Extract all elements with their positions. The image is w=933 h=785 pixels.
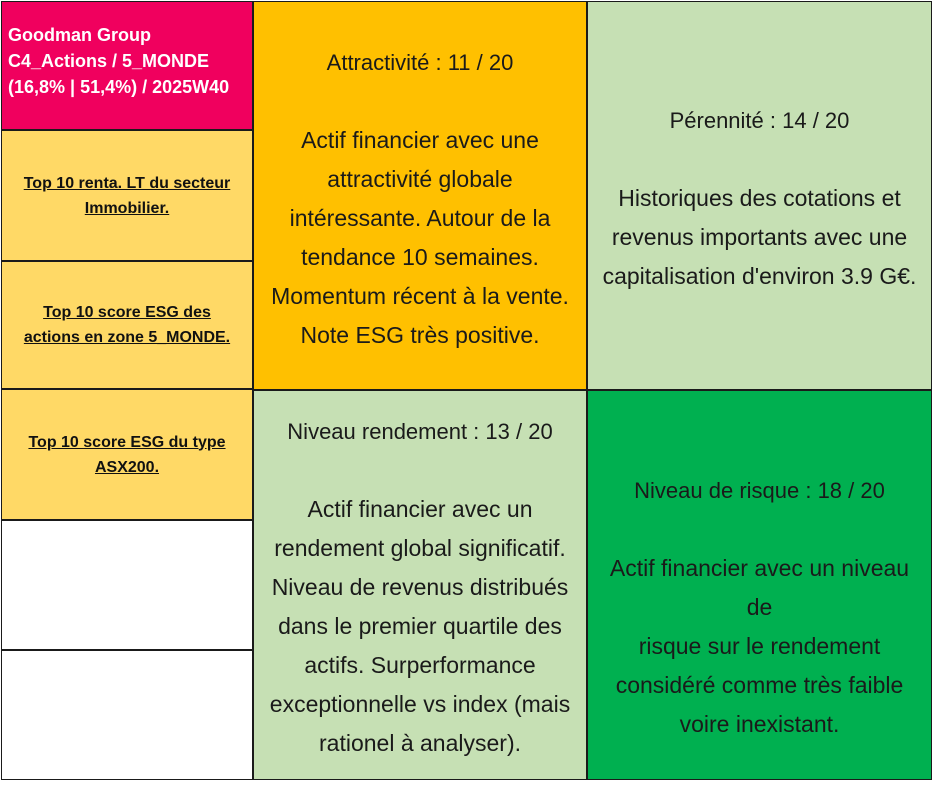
risque-panel (587, 390, 932, 780)
attractivite-line: Note ESG très positive. (300, 322, 540, 348)
rendement-line: exceptionnelle vs index (mais (269, 691, 571, 717)
tag-top10-esg-zone-line2: actions en zone 5_MONDE. (23, 329, 231, 346)
empty-cell (1, 650, 253, 780)
risque-title: Niveau de risque : 18 / 20 (634, 478, 885, 503)
perennite-line: Historiques des cotations et (618, 185, 901, 211)
rendement-line: actifs. Surperformance (304, 652, 536, 678)
rendement-line: rationel à analyser). (319, 730, 521, 756)
tag-top10-renta-line2: Immobilier. (84, 199, 170, 217)
asset-stats-week: (16,8% | 51,4%) / 2025W40 (8, 77, 230, 97)
tag-top10-renta (1, 130, 253, 261)
attractivite-line: attractivité globale (327, 166, 513, 192)
perennite-title: Pérennité : 14 / 20 (669, 108, 850, 133)
empty-cell (1, 520, 253, 650)
tag-top10-esg-type (1, 389, 253, 520)
rendement-line: Niveau de revenus distribués (271, 574, 569, 600)
asset-category: C4_Actions / 5_MONDE (8, 51, 210, 71)
attractivite-line: tendance 10 semaines. (301, 244, 539, 270)
rendement-title: Niveau rendement : 13 / 20 (287, 419, 553, 444)
risque-line: considéré comme très faible (615, 672, 904, 698)
rendement-panel (253, 390, 587, 780)
rendement-line: rendement global significatif. (274, 535, 566, 561)
risque-line: Actif financier avec un niveau de (609, 555, 910, 620)
asset-name: Goodman Group (8, 25, 151, 45)
perennite-line: revenus importants avec une (611, 224, 908, 250)
attractivite-line: intéressante. Autour de la (289, 205, 551, 231)
perennite-line: capitalisation d'environ 3.9 G€. (602, 263, 917, 289)
attractivite-panel (253, 1, 587, 390)
risque-line: voire inexistant. (679, 711, 840, 737)
attractivite-line: Momentum récent à la vente. (271, 283, 569, 309)
risque-line: risque sur le rendement (638, 633, 881, 659)
rendement-line: dans le premier quartile des (278, 613, 562, 639)
tag-top10-esg-type-line1: Top 10 score ESG du type (28, 433, 226, 451)
attractivite-line: Actif financier avec une (301, 127, 539, 153)
attractivite-title: Attractivité : 11 / 20 (326, 50, 514, 75)
tag-top10-esg-zone-line1: Top 10 score ESG des (43, 304, 211, 321)
perennite-panel (587, 1, 932, 390)
asset-header-cell (1, 1, 253, 130)
tag-top10-esg-type-line2: ASX200. (94, 458, 160, 476)
tag-top10-esg-zone (1, 261, 253, 389)
rendement-line: Actif financier avec un (307, 496, 533, 522)
tag-top10-renta-line1: Top 10 renta. LT du secteur (23, 174, 231, 192)
